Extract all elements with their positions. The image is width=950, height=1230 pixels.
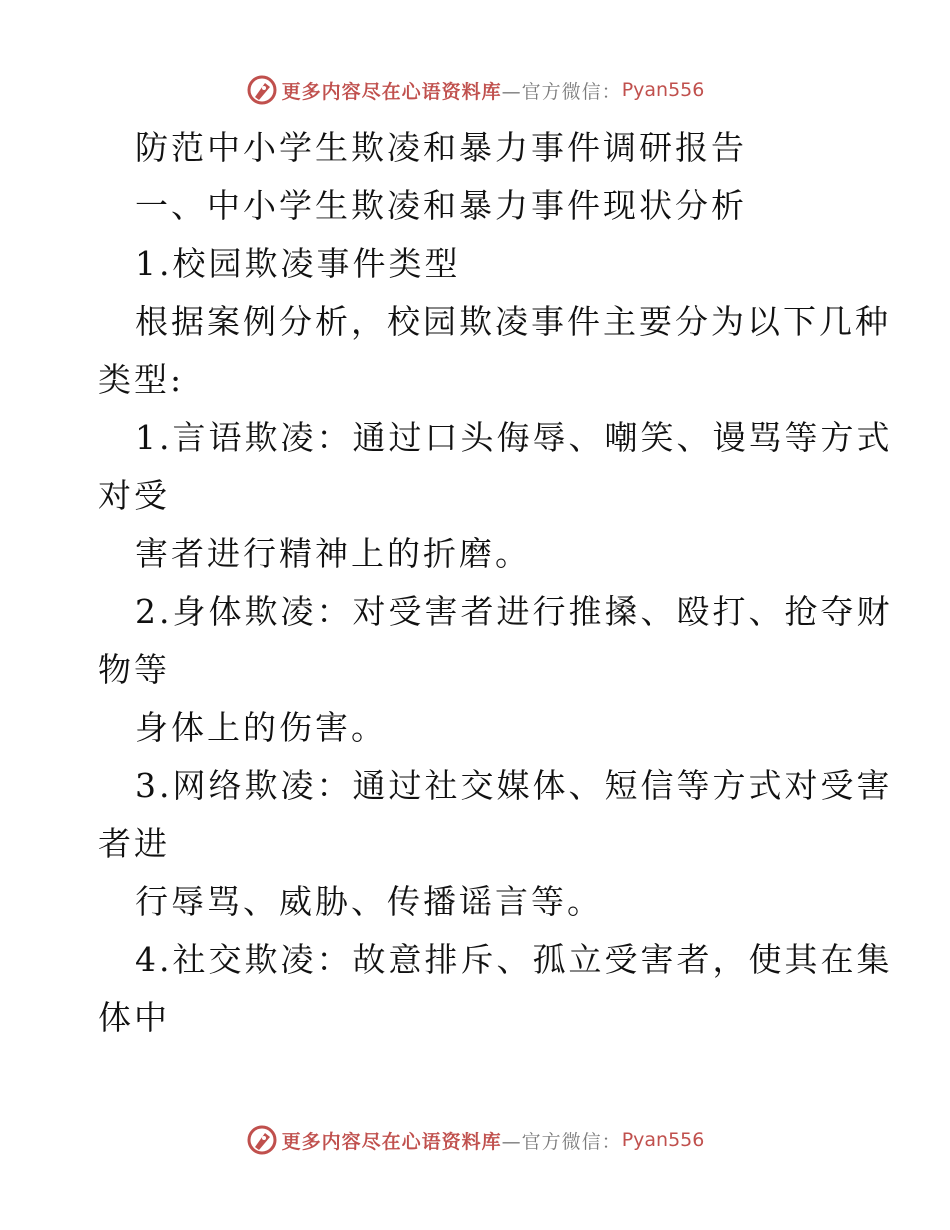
list-item-line: 害者进行精神上的折磨。 <box>135 534 531 573</box>
list-item-line: 身体上的伤害。 <box>135 708 387 747</box>
banner-separator: —官方微信： <box>501 80 622 103</box>
list-item-line: 3.网络欺凌：通过社交媒体、短信等方式对受害 <box>135 766 893 805</box>
list-item-line: 1.言语欺凌：通过口头侮辱、嘲笑、谩骂等方式 <box>135 418 893 457</box>
pen-nib-icon <box>246 74 278 106</box>
banner-separator: —官方微信： <box>501 1130 622 1153</box>
paragraph-line: 类型: <box>98 360 185 399</box>
list-item-line: 者进 <box>98 824 170 863</box>
section-heading: 一、中小学生欺凌和暴力事件现状分析 <box>135 186 747 225</box>
pen-nib-icon <box>246 1124 278 1156</box>
banner-main-text: 更多内容尽在心语资料库 <box>281 1130 502 1153</box>
list-item-line: 体中 <box>98 998 170 1037</box>
banner-main-text: 更多内容尽在心语资料库 <box>281 80 502 103</box>
list-item-line: 2.身体欺凌：对受害者进行推搡、殴打、抢夺财 <box>135 592 893 631</box>
list-item-line: 行辱骂、威胁、传播谣言等。 <box>135 882 603 921</box>
banner-account: Pyan556 <box>621 1129 705 1151</box>
paragraph-line: 根据案例分析，校园欺凌事件主要分为以下几种 <box>135 302 891 341</box>
header-banner <box>0 70 950 110</box>
footer-banner <box>0 1120 950 1160</box>
list-item-line: 4.社交欺凌：故意排斥、孤立受害者，使其在集 <box>135 940 893 979</box>
list-item-line: 对受 <box>98 476 170 515</box>
document-title: 防范中小学生欺凌和暴力事件调研报告 <box>135 128 747 167</box>
banner-account: Pyan556 <box>621 79 705 101</box>
list-item-line: 物等 <box>98 650 170 689</box>
subsection-heading: 1.校园欺凌事件类型 <box>135 244 461 283</box>
